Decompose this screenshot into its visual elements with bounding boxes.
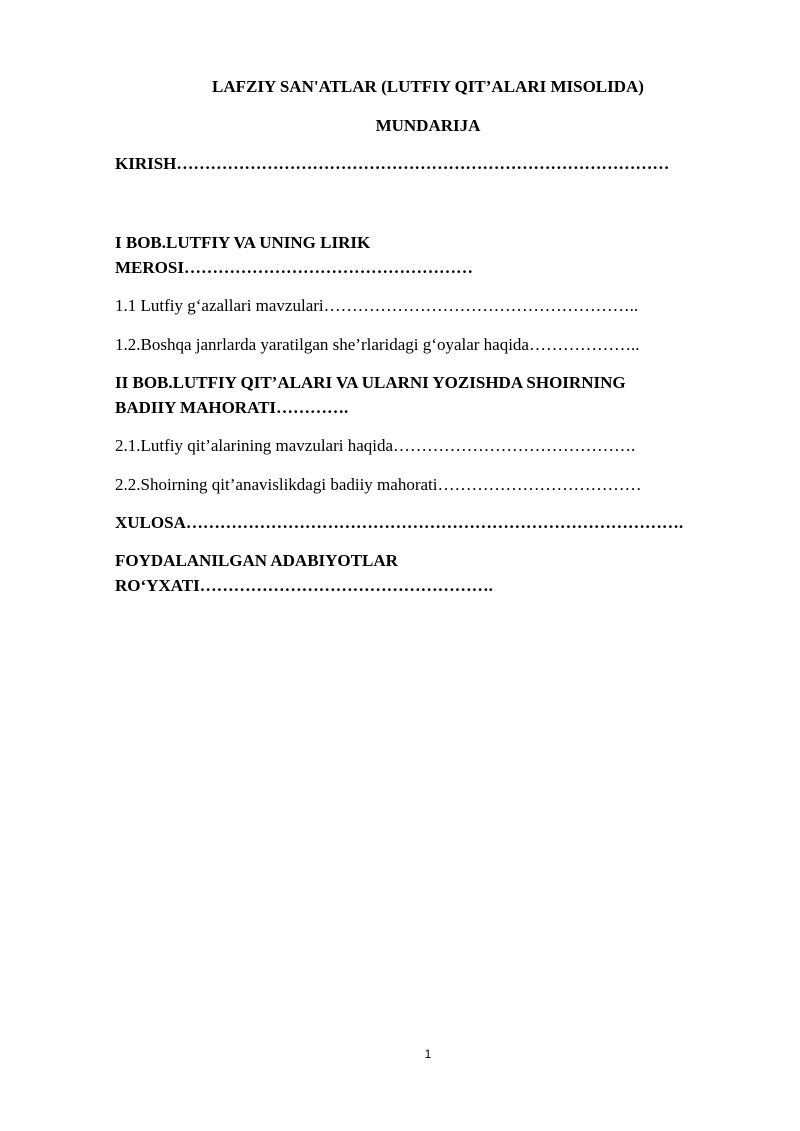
- toc-entry-bob1-line2: MEROSI……………………………………………: [115, 258, 473, 277]
- toc-entry-1-2: 1.2.Boshqa janrlarda yaratilgan she’rlaridagi g‘oyalar haqida………………..: [115, 335, 640, 354]
- toc-entry-bob1-line1: I BOB.LUTFIY VA UNING LIRIK: [115, 233, 371, 252]
- toc-entry-references-line1: FOYDALANILGAN ADABIYOTLAR: [115, 551, 398, 570]
- toc-entry-1-1: 1.1 Lutfiy g‘azallari mavzulari………………………………………………..: [115, 296, 639, 315]
- toc-entry-2-2: 2.2.Shoirning qit’anavislikdagi badiiy mahorati………………………………: [115, 475, 642, 494]
- toc-entry-kirish: KIRISH……………………………………………………………………………: [115, 154, 670, 173]
- toc-entry-references-line2: RO‘YXATI…………………………………………….: [115, 576, 493, 595]
- toc-entry-2-1: 2.1.Lutfiy qit’alarining mavzulari haqida…………………………………….: [115, 436, 636, 455]
- toc-entry-bob2-line2: BADIIY MAHORATI………….: [115, 398, 349, 417]
- toc-entry-xulosa: XULOSA…………………………………………………………………………….: [115, 513, 684, 532]
- document-title: LAFZIY SAN'ATLAR (LUTFIY QIT’ALARI MISOLIDA): [212, 77, 644, 96]
- toc-heading: MUNDARIJA: [375, 116, 481, 135]
- page-number: 1: [424, 1047, 432, 1061]
- toc-entry-bob2-line1: II BOB.LUTFIY QIT’ALARI VA ULARNI YOZISHDA SHOIRNING: [115, 373, 626, 392]
